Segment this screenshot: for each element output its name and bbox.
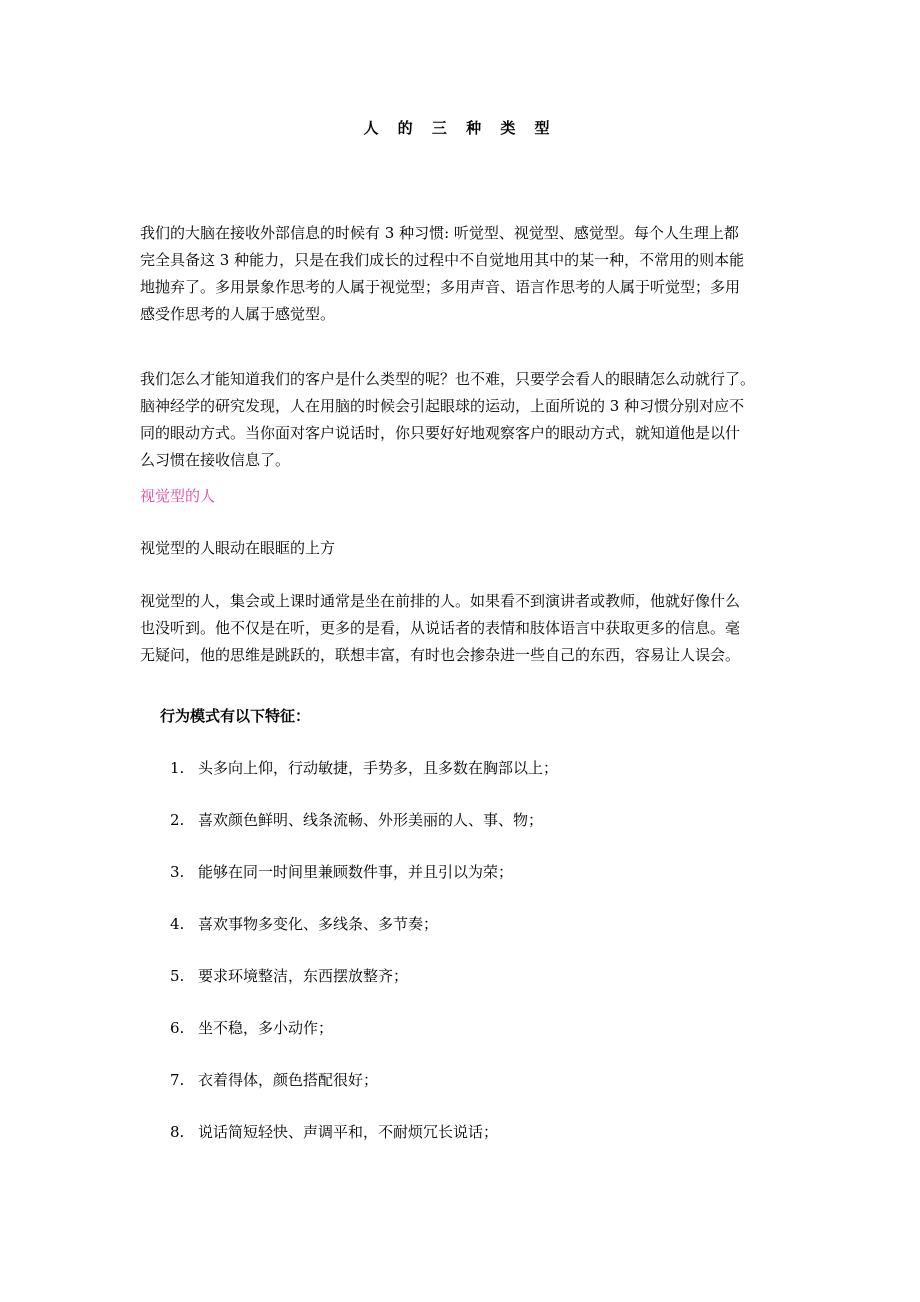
list-item-text: 喜欢事物多变化、多线条、多节奏； <box>198 915 439 933</box>
visual-paragraph <box>140 588 788 669</box>
list-item <box>170 808 558 860</box>
method-paragraph <box>140 366 788 474</box>
list-item-text: 能够在同一时间里兼顾数件事，并且引以为荣； <box>198 863 514 881</box>
list-item <box>170 964 558 1016</box>
traits-heading: 行为模式有以下特征： <box>160 707 311 725</box>
intro-line: 地抛弃了。多用景象作思考的人属于视觉型；多用声音、语言作思考的人属于听觉型；多用 <box>140 278 741 296</box>
intro-line: 完全具备这 3 种能力，只是在我们成长的过程中不自觉地用其中的某一种，不常用的则本能 <box>140 251 745 269</box>
list-item <box>170 756 558 808</box>
page-title: 人 的 三 种 类 型 <box>363 119 557 137</box>
section-subtitle: 视觉型的人眼动在眼眶的上方 <box>140 539 336 557</box>
list-item-number: 2. <box>170 811 185 829</box>
list-item-text: 头多向上仰，行动敏捷，手势多，且多数在胸部以上； <box>198 759 559 777</box>
list-item-text: 要求环境整洁，东西摆放整齐； <box>198 967 409 985</box>
intro-line: 我们的大脑在接收外部信息的时候有 3 种习惯: 听觉型、视觉型、感觉型。每个人生理上都 <box>140 224 739 242</box>
intro-line: 感受作思考的人属于感觉型。 <box>140 305 336 323</box>
list-item-text: 喜欢颜色鲜明、线条流畅、外形美丽的人、事、物； <box>198 811 544 829</box>
list-item <box>170 912 558 964</box>
list-item-text: 坐不稳，多小动作； <box>198 1019 334 1037</box>
list-item-number: 1. <box>170 759 185 777</box>
list-item-number: 6. <box>170 1019 185 1037</box>
method-line: 我们怎么才能知道我们的客户是什么类型的呢？也不难，只要学会看人的眼睛怎么动就行了。 <box>140 370 756 388</box>
list-item <box>170 860 558 912</box>
list-item <box>170 1120 558 1172</box>
method-line: 同的眼动方式。当你面对客户说话时，你只要好好地观察客户的眼动方式，就知道他是以什 <box>140 424 741 442</box>
list-item-number: 3. <box>170 863 185 881</box>
list-item-text: 说话简短轻快、声调平和，不耐烦冗长说话； <box>198 1123 499 1141</box>
visual-line: 视觉型的人，集会或上课时通常是坐在前排的人。如果看不到演讲者或教师，他就好像什么 <box>140 592 741 610</box>
list-item-number: 4. <box>170 915 185 933</box>
visual-line: 也没听到。他不仅是在听，更多的是看，从说话者的表情和肢体语言中获取更多的信息。毫 <box>140 619 741 637</box>
intro-paragraph <box>140 220 788 328</box>
method-line: 么习惯在接收信息了。 <box>140 451 291 469</box>
list-item-number: 8. <box>170 1123 185 1141</box>
list-item <box>170 1068 558 1120</box>
method-line: 脑神经学的研究发现，人在用脑的时候会引起眼球的运动，上面所说的 3 种习惯分别对应不 <box>140 397 745 415</box>
list-item-number: 7. <box>170 1071 185 1089</box>
list-item <box>170 1016 558 1068</box>
section-title: 视觉型的人 <box>140 487 216 505</box>
list-item-text: 衣着得体，颜色搭配很好； <box>198 1071 379 1089</box>
list-item-number: 5. <box>170 967 185 985</box>
traits-list <box>170 756 558 1172</box>
visual-line: 无疑问，他的思维是跳跃的，联想丰富，有时也会掺杂进一些自己的东西，容易让人误会。 <box>140 646 741 664</box>
